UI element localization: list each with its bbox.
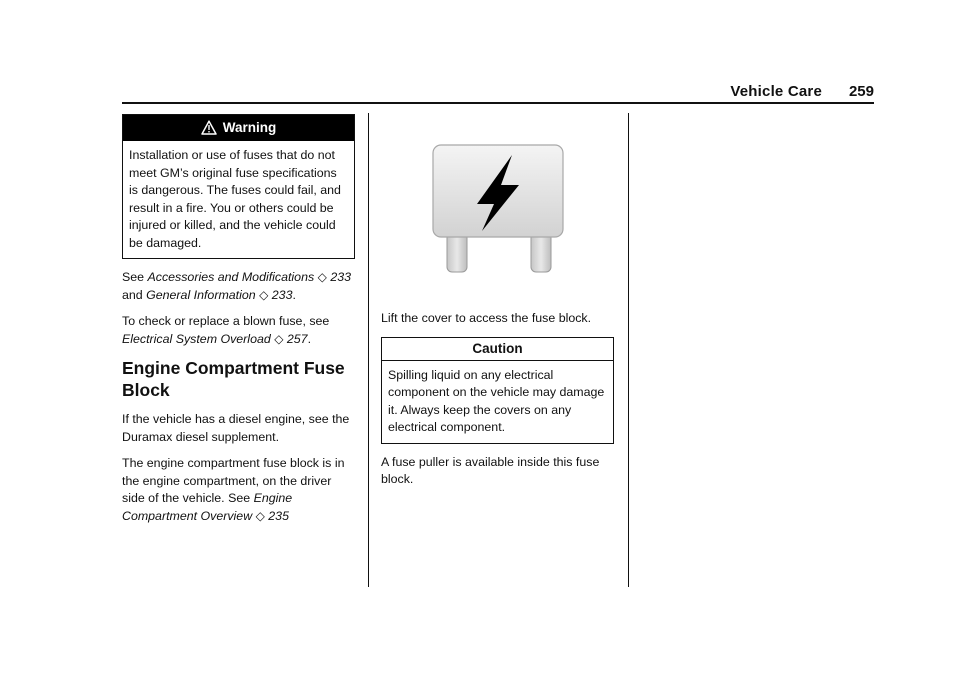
caution-box (381, 337, 614, 444)
page-number: 259 (848, 83, 874, 100)
warning-box (122, 114, 355, 259)
link-general-information[interactable]: General Information (146, 287, 256, 302)
check-reference: To check or replace a blown fuse, see Electrical System Overload ◇ 257. (122, 314, 330, 346)
section-heading: Engine Compartment Fuse Block (122, 358, 345, 400)
xref-icon: ◇ (274, 331, 284, 346)
page-ref-257[interactable]: 257 (286, 331, 308, 346)
warning-header (123, 115, 354, 141)
column-divider-left (368, 113, 369, 587)
page-ref-233b[interactable]: 233 (271, 287, 293, 302)
lift-cover-text: Lift the cover to access the fuse block. (381, 311, 592, 325)
link-electrical-system-overload[interactable]: Electrical System Overload (122, 331, 271, 346)
see-reference: See Accessories and Modifications ◇ 233 and General Information ◇ 233. (122, 270, 351, 302)
location-paragraph: The engine compartment fuse block is in the engine compartment, on the driver side of the vehicle. See Engine Compartment Overview ◇ 235 (122, 456, 345, 523)
warning-title: Warning (222, 120, 277, 135)
xref-icon: ◇ (259, 287, 269, 302)
middle-column (381, 130, 614, 498)
section-title: Vehicle Care (730, 83, 822, 100)
page-ref-235[interactable]: 235 (268, 508, 289, 523)
warning-icon (201, 118, 217, 144)
caution-title: Caution (382, 338, 613, 361)
fuse-lightning-icon (381, 130, 625, 310)
fuse-puller-text: A fuse puller is available inside this fuse block. (381, 454, 600, 486)
link-engine-compartment-overview[interactable]: Engine Compartment Overview (122, 491, 293, 523)
column-divider-right (628, 113, 629, 587)
link-accessories-modifications[interactable]: Accessories and Modifications (147, 270, 315, 284)
diesel-paragraph: If the vehicle has a diesel engine, see the Duramax diesel supplement. (122, 412, 350, 444)
page-ref-233a[interactable]: 233 (330, 270, 351, 284)
fuse-figure (381, 130, 625, 310)
caution-text: Spilling liquid on any electrical component on the vehicle may damage it. Always keep the covers on any electrical component. (388, 367, 605, 434)
left-column (122, 114, 355, 534)
xref-icon: ◇ (255, 508, 265, 523)
xref-icon: ◇ (317, 270, 327, 284)
warning-text: Installation or use of fuses that do not meet GM’s original fuse specifications is dangerous. The fuses could fail, and result in a fire. You or others could be injured or killed, and the vehicle could be damaged. (129, 148, 341, 250)
page-header (122, 80, 874, 104)
